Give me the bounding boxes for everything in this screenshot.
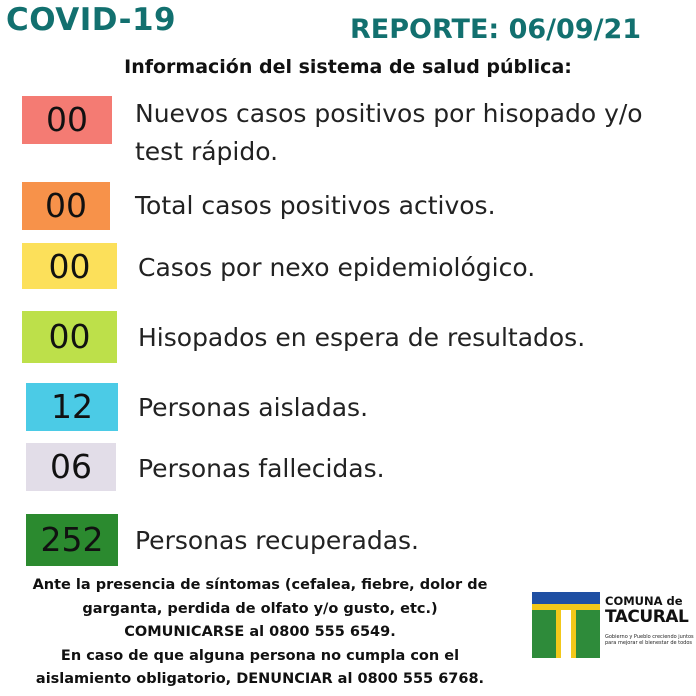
footer-line: COMUNICARSE al 0800 555 6549. bbox=[124, 624, 396, 640]
stat-label: Personas aisladas. bbox=[138, 393, 369, 422]
stat-value-box: 06 bbox=[26, 443, 116, 491]
stat-value-box: 12 bbox=[26, 383, 118, 431]
logo-slogan: Gobierno y Pueblo creciendo juntos para mejorar el bienestar de todos bbox=[605, 634, 694, 646]
footer-line: En caso de que alguna persona no cumpla con el bbox=[60, 647, 460, 664]
footer-notice bbox=[0, 574, 520, 692]
logo-title bbox=[605, 595, 695, 626]
stat-label: Personas recuperadas. bbox=[135, 526, 420, 555]
stat-label: Personas fallecidas. bbox=[138, 454, 385, 483]
footer-line: aislamiento obligatorio, DENUNCIAR al 0800 555 6768. bbox=[35, 671, 485, 687]
stat-value-box: 252 bbox=[26, 514, 118, 566]
stat-value-box: 00 bbox=[22, 243, 117, 289]
stat-label: Casos por nexo epidemiológico. bbox=[138, 253, 536, 282]
subtitle: Información del sistema de salud pública: bbox=[124, 56, 572, 78]
stat-value-box: 00 bbox=[22, 182, 110, 230]
footer-line: garganta, perdida de olfato y/o gusto, etc.) bbox=[82, 600, 438, 617]
stat-label-line: Nuevos casos positivos por hisopado y/o bbox=[135, 99, 643, 128]
stat-label: Total casos positivos activos. bbox=[135, 191, 496, 220]
footer-line: Ante la presencia de síntomas (cefalea, fiebre, dolor de bbox=[32, 577, 488, 593]
stat-label bbox=[135, 95, 695, 171]
report-date: REPORTE: 06/09/21 bbox=[350, 14, 642, 45]
logo-emblem-icon bbox=[530, 590, 602, 660]
stat-value-box: 00 bbox=[22, 311, 117, 363]
stat-value-box: 00 bbox=[22, 96, 112, 144]
logo-line: COMUNA de bbox=[605, 594, 683, 608]
comuna-tacural-logo bbox=[530, 590, 694, 660]
stat-label-line: test rápido. bbox=[135, 137, 279, 166]
stat-label: Hisopados en espera de resultados. bbox=[138, 323, 586, 352]
logo-line: TACURAL bbox=[605, 607, 689, 627]
page-title: COVID-19 bbox=[6, 2, 177, 38]
